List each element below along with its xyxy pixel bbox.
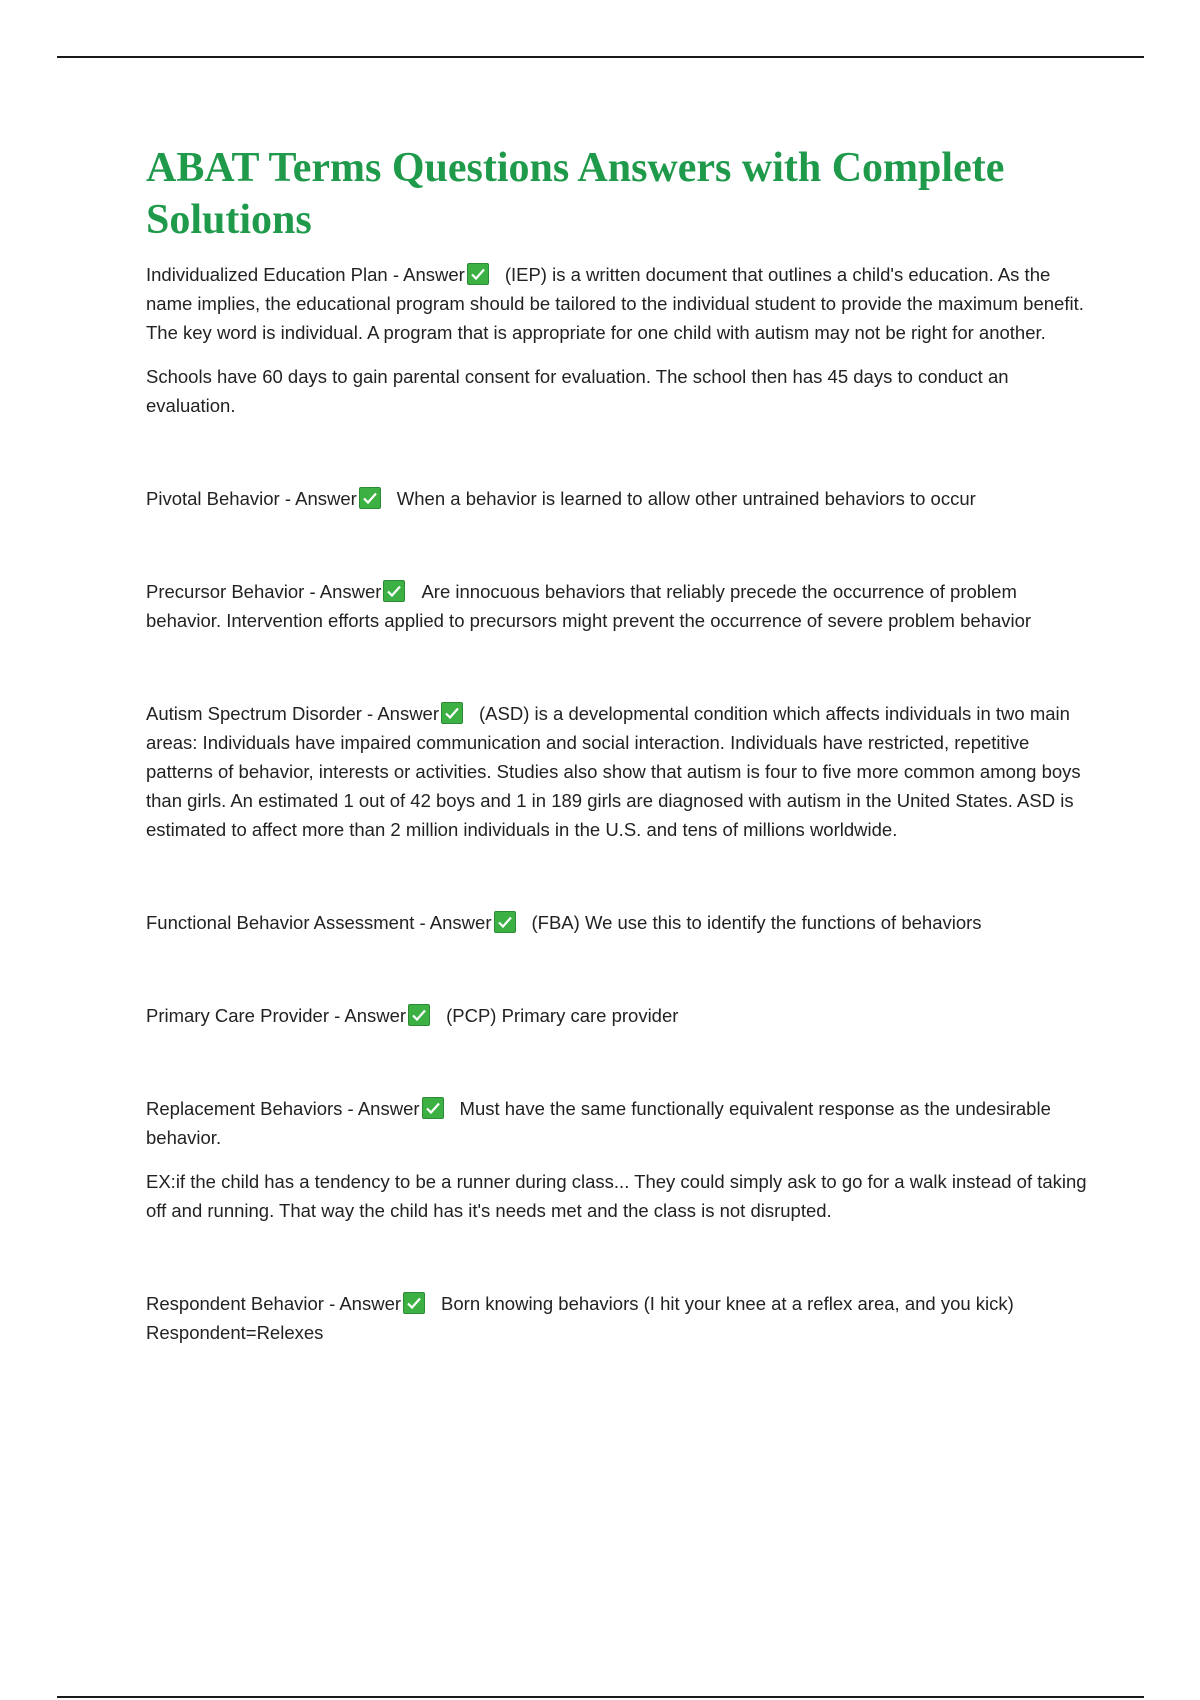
entry-term: Individualized Education Plan - Answer (146, 264, 465, 285)
entry-iep (146, 260, 1096, 420)
check-mark-icon (403, 1292, 425, 1314)
check-mark-icon (441, 702, 463, 724)
entry-paragraph (146, 699, 1096, 844)
bottom-rule (57, 1696, 1144, 1698)
entry-pivotal-behavior (146, 484, 1096, 513)
document-title: ABAT Terms Questions Answers with Complete Solutions (146, 145, 1005, 243)
entry-answer: (PCP) Primary care provider (446, 1005, 679, 1026)
entry-answer: Are innocuous behaviors that reliably precede the occurrence of problem behavior. Intervention efforts applied to precursors might prevent the occurrence of severe problem behavior (146, 581, 1032, 631)
entry-precursor-behavior (146, 577, 1096, 635)
entry-paragraph (146, 1289, 1096, 1347)
entry-paragraph (146, 260, 1096, 347)
check-mark-icon (383, 580, 405, 602)
top-rule (57, 56, 1144, 58)
entry-paragraph (146, 577, 1096, 635)
entry-term: Autism Spectrum Disorder - Answer (146, 703, 440, 724)
entry-paragraph (146, 484, 1096, 513)
entry-answer: Born knowing behaviors (I hit your knee at a reflex area, and you kick) Respondent=Relexes (146, 1293, 1014, 1343)
entry-term: Pivotal Behavior - Answer (146, 488, 357, 509)
entry-answer: (FBA) We use this to identify the functions of behaviors (531, 912, 982, 933)
check-mark-icon (494, 911, 516, 933)
entry-answer: (IEP) is a written document that outlines a child's education. As the name implies, the educational program should be tailored to the individual student to provide the maximum benefit. The key word is individual. A program that is appropriate for one child with autism may not be right for another. (146, 264, 1084, 343)
entry-term: Functional Behavior Assessment - Answer (146, 912, 492, 933)
entry-autism-spectrum-disorder (146, 699, 1096, 844)
entry-term: Precursor Behavior - Answer (146, 581, 382, 602)
entry-extra: Schools have 60 days to gain parental consent for evaluation. The school then has 45 days to conduct an evaluation. (146, 366, 1009, 416)
check-mark-icon (408, 1004, 430, 1026)
check-mark-icon (359, 487, 381, 509)
check-mark-icon (467, 263, 489, 285)
entry-primary-care-provider (146, 1001, 1096, 1030)
entry-replacement-behaviors (146, 1094, 1096, 1225)
entry-term: Replacement Behaviors - Answer (146, 1098, 420, 1119)
entry-extra: EX:if the child has a tendency to be a runner during class... They could simply ask to go for a walk instead of taking off and running. That way the child has it's needs met and the class is not disrupted. (146, 1171, 1087, 1221)
entry-functional-behavior-assessment (146, 908, 1096, 937)
document-body (146, 142, 1096, 1347)
entry-answer: When a behavior is learned to allow other untrained behaviors to occur (396, 488, 976, 509)
entry-paragraph (146, 1001, 1096, 1030)
entry-paragraph (146, 1094, 1096, 1152)
entry-term: Primary Care Provider - Answer (146, 1005, 407, 1026)
entry-paragraph (146, 908, 1096, 937)
entry-answer: Must have the same functionally equivalent response as the undesirable behavior. (146, 1098, 1051, 1148)
entry-answer: (ASD) is a developmental condition which affects individuals in two main areas: Individuals have impaired communication and social interaction. Individuals have restricted, repetitive patterns of behavior, interests or activities. Studies also show that autism is four to five more common among boys than girls. An estimated 1 out of 42 boys and 1 in 189 girls are diagnosed with autism in the United States. ASD is estimated to affect more than 2 million individuals in the U.S. and tens of millions worldwide. (146, 703, 1081, 840)
entry-term: Respondent Behavior - Answer (146, 1293, 402, 1314)
entry-respondent-behavior (146, 1289, 1096, 1347)
check-mark-icon (422, 1097, 444, 1119)
